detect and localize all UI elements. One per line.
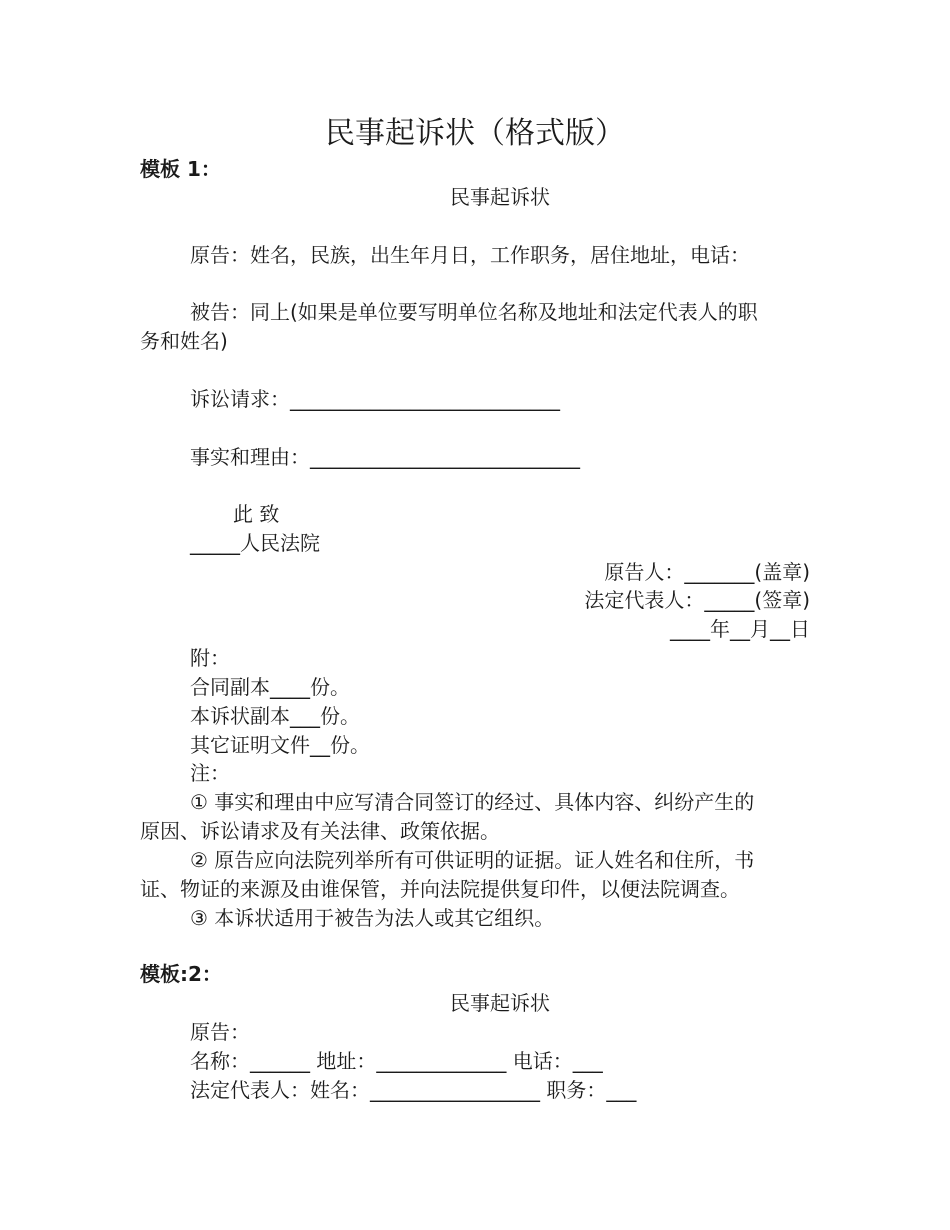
- page-title: 民事起诉状（格式版）: [325, 116, 625, 151]
- note-3: ③ 本诉状适用于被告为法人或其它组织。: [190, 906, 555, 930]
- court-line: _____人民法院: [190, 531, 320, 555]
- template-2-doc-title: 民事起诉状: [450, 991, 550, 1015]
- attachments-label: 附：: [190, 646, 230, 670]
- note-1-line-1: ① 事实和理由中应写清合同签订的经过、具体内容、纠纷产生的: [190, 790, 755, 814]
- signature-representative: 法定代表人：_____(签章): [584, 588, 810, 612]
- defendant-line-2: 务和姓名): [140, 329, 228, 353]
- notes-label: 注：: [190, 761, 230, 785]
- signature-date: ____年__月__日: [670, 617, 810, 641]
- template-2-name-line: 名称：______ 地址：_____________ 电话：___: [190, 1049, 603, 1073]
- template-2-representative-line: 法定代表人：姓名：_________________ 职务：___: [190, 1078, 637, 1102]
- attachment-item: 本诉状副本___份。: [190, 704, 360, 728]
- regards-line: 此 致: [233, 502, 280, 526]
- attachment-item: 合同副本____份。: [190, 675, 350, 699]
- attachment-item: 其它证明文件__份。: [190, 733, 370, 757]
- template-1-heading: 模板 1：: [140, 157, 221, 181]
- template-2-plaintiff-label: 原告：: [190, 1020, 250, 1044]
- facts-line: 事实和理由：___________________________: [190, 445, 580, 469]
- note-2-line-2: 证、物证的来源及由谁保管，并向法院提供复印件，以便法院调查。: [140, 877, 740, 901]
- template-1-doc-title: 民事起诉状: [450, 185, 550, 209]
- signature-plaintiff: 原告人：_______(盖章): [604, 560, 810, 584]
- plaintiff-line: 原告：姓名，民族，出生年月日，工作职务，居住地址，电话：: [190, 243, 750, 267]
- claims-line: 诉讼请求：___________________________: [190, 387, 560, 411]
- defendant-line-1: 被告：同上(如果是单位要写明单位名称及地址和法定代表人的职: [190, 300, 758, 324]
- note-1-line-2: 原因、诉讼请求及有关法律、政策依据。: [140, 819, 500, 843]
- note-2-line-1: ② 原告应向法院列举所有可供证明的证据。证人姓名和住所，书: [190, 848, 755, 872]
- template-2-heading: 模板:2：: [140, 962, 222, 986]
